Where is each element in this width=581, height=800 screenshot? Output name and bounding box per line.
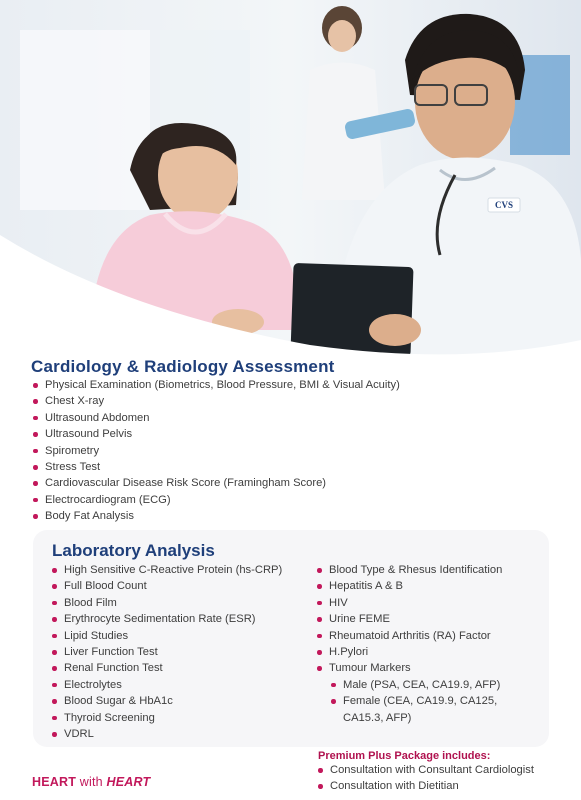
list-item: H.Pylori [316,644,502,660]
list-item: Cardiovascular Disease Risk Score (Framingham Score) [32,475,400,491]
cardiology-title: Cardiology & Radiology Assessment [31,357,335,376]
list-item: Blood Film [51,595,282,611]
tumour-marker-item: Female (CEA, CA19.9, CA125, [330,693,502,709]
brand-tagline [32,775,150,789]
list-item: Hepatitis A & B [316,578,502,594]
list-item: Consultation with Dietitian [317,778,534,794]
doctor-patient-illustration [0,0,581,372]
list-item: Blood Type & Rhesus Identification [316,562,502,578]
laboratory-list-right [316,562,502,726]
hero-photo [0,0,581,372]
laboratory-title: Laboratory Analysis [52,541,215,560]
list-item: HIV [316,595,502,611]
list-item: Chest X-ray [32,393,400,409]
list-item: Erythrocyte Sedimentation Rate (ESR) [51,611,282,627]
premium-title: Premium Plus Package includes: [318,750,491,762]
list-item: Ultrasound Abdomen [32,410,400,426]
list-item: Ultrasound Pelvis [32,426,400,442]
laboratory-list-left [51,562,282,742]
list-item: Thyroid Screening [51,710,282,726]
list-item: Physical Examination (Biometrics, Blood Pressure, BMI & Visual Acuity) [32,377,400,393]
list-item: Spirometry [32,443,400,459]
tumour-marker-continuation [330,710,502,726]
brand-word-1: HEART [32,775,77,789]
list-item: Full Blood Count [51,578,282,594]
list-item: Liver Function Test [51,644,282,660]
tumour-marker-text: CA15.3, AFP) [343,711,412,724]
list-item: High Sensitive C-Reactive Protein (hs-CRP) [51,562,282,578]
list-item: Blood Sugar & HbA1c [51,693,282,709]
list-item: Electrolytes [51,677,282,693]
list-item: Electrocardiogram (ECG) [32,492,400,508]
list-item: Renal Function Test [51,660,282,676]
list-item: Rheumatoid Arthritis (RA) Factor [316,628,502,644]
list-item: Stress Test [32,459,400,475]
cardiology-list [32,377,400,525]
list-item: Urine FEME [316,611,502,627]
list-item: VDRL [51,726,282,742]
list-item: Tumour Markers [316,660,502,676]
list-item: Body Fat Analysis [32,508,400,524]
list-item: Lipid Studies [51,628,282,644]
brand-word-3: HEART [106,775,151,789]
clinic-badge-text: CVS [494,200,514,210]
brand-word-2: with [79,775,103,789]
premium-list [317,762,534,795]
tumour-marker-item: Male (PSA, CEA, CA19.9, AFP) [330,677,502,693]
list-item: Consultation with Consultant Cardiologist [317,762,534,778]
